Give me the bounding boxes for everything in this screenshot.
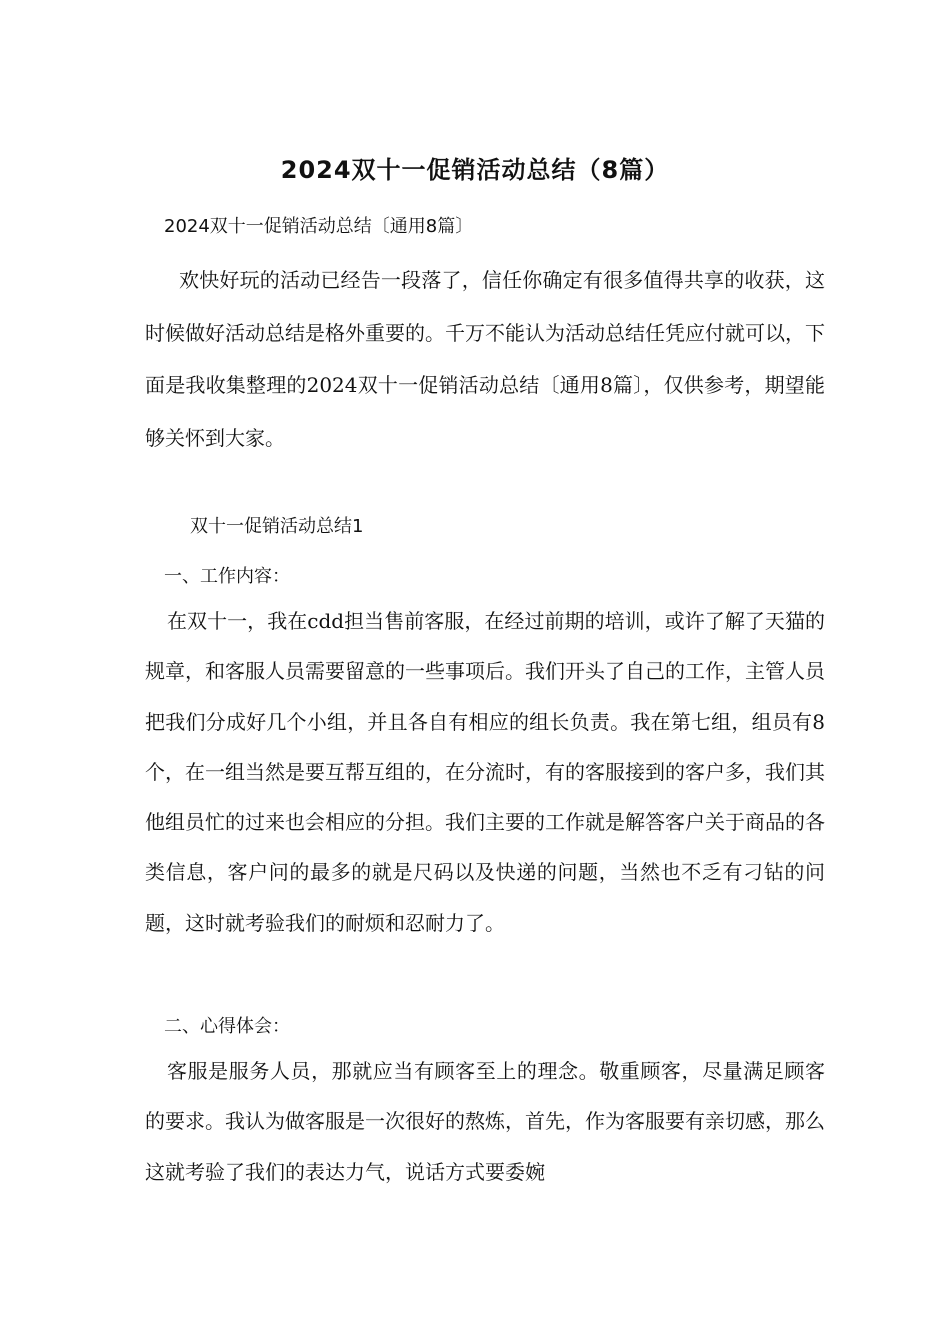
intro-paragraph: 欢快好玩的活动已经告一段落了，信任你确定有很多值得共享的收获，这时候做好活动总结是格外重要的。千万不能认为活动总结任凭应付就可以，下面是我收集整理的2024双十一促销活动总结〔通用8篇〕，仅供参考，期望能够关怀到大家。 — [145, 268, 825, 450]
experience-paragraph: 客服是服务人员，那就应当有顾客至上的理念。敬重顾客，尽量满足顾客的要求。我认为做客服是一次很好的熬炼，首先，作为客服要有亲切感，那么这就考验了我们的表达力气，说话方式要委婉 — [145, 1059, 825, 1184]
work-content-paragraph: 在双十一，我在cdd担当售前客服，在经过前期的培训，或许了解了天猫的规章，和客服人员需要留意的一些事项后。我们开头了自己的工作，主管人员把我们分成好几个小组，并且各自有相应的组长负责。我在第七组，组员有8个，在一组当然是要互帮互组的，在分流时，有的客服接到的客户多，我们其他组员忙的过来也会相应的分担。我们主要的工作就是解答客户关于商品的各类信息，客户问的最多的就是尺码以及快递的问题，当然也不乏有刁钻的问题，这时就考验我们的耐烦和忍耐力了。 — [145, 609, 825, 935]
document-title: 2024双十一促销活动总结（8篇） — [280, 156, 670, 184]
document-subtitle: 2024双十一促销活动总结〔通用8篇〕 — [164, 216, 474, 237]
experience-heading: 二、心得体会： — [164, 1016, 290, 1037]
section-title: 双十一促销活动总结1 — [190, 516, 364, 537]
work-content-heading: 一、工作内容： — [164, 566, 290, 587]
